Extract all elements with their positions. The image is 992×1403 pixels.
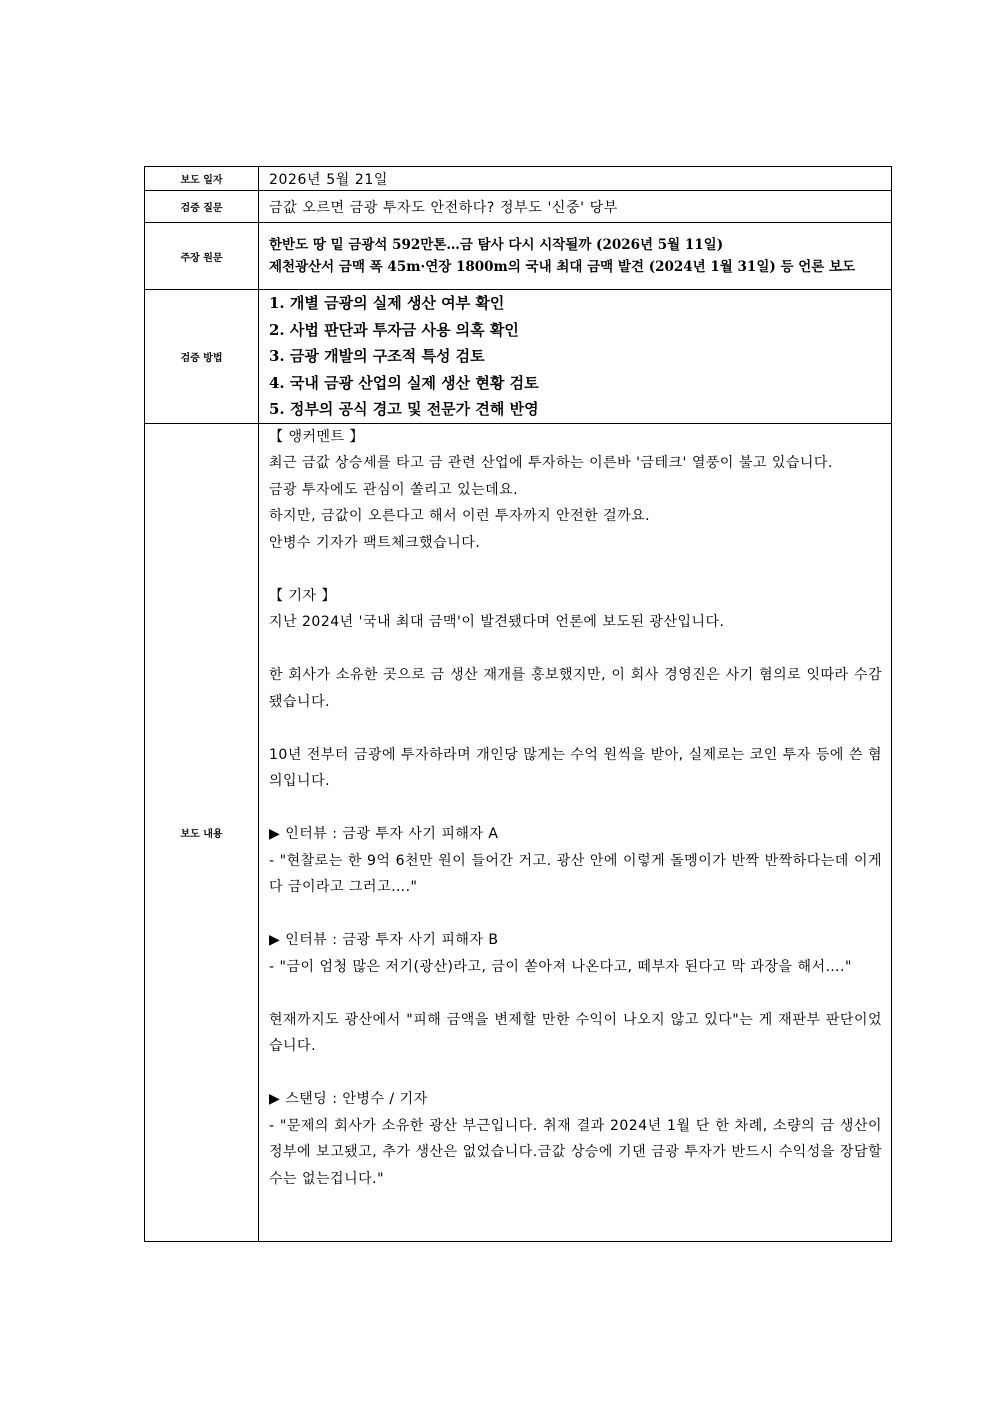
claim-line-2: 제천광산서 금맥 폭 45m·연장 1800m의 국내 최대 금맥 발견 (2024년 1월 31일) 등 언론 보도	[269, 259, 856, 275]
spacer	[269, 901, 882, 928]
body-paragraph: 안병수 기자가 팩트체크했습니다.	[269, 534, 481, 551]
label-report-content: 보도 내용	[145, 423, 259, 1241]
value-verification-method	[259, 290, 892, 424]
interview-heading: ▶ 인터뷰 : 금광 투자 사기 피해자 B	[269, 932, 499, 949]
interview-quote: - "금이 엄청 많은 저기(광산)라고, 금이 쏟아져 나온다고, 떼부자 된다고 막 과장을 해서…."	[269, 958, 852, 975]
row-verification-method	[145, 290, 892, 424]
spacer	[269, 980, 882, 1007]
standing-heading: ▶ 스탠딩 : 안병수 / 기자	[269, 1091, 428, 1108]
label-claim-source: 주장 원문	[145, 223, 259, 290]
interview-heading: ▶ 인터뷰 : 금광 투자 사기 피해자 A	[269, 826, 499, 843]
claim-line-1: 한반도 땅 밑 금광석 592만톤…금 탐사 다시 시작될까 (2026년 5월 11일)	[269, 237, 724, 253]
spacer	[269, 636, 882, 663]
row-verification-question	[145, 191, 892, 223]
body-paragraph: 한 회사가 소유한 곳으로 금 생산 재개를 홍보했지만, 이 회사 경영진은 사기 혐의로 잇따라 수감됐습니다.	[269, 667, 882, 710]
label-report-date: 보도 일자	[145, 167, 259, 191]
fact-check-table	[144, 166, 892, 1242]
spacer	[269, 556, 882, 583]
row-claim-source	[145, 223, 892, 290]
row-report-content	[145, 423, 892, 1241]
body-paragraph: 금광 투자에도 관심이 쏠리고 있는데요.	[269, 481, 519, 498]
method-item: 1. 개별 금광의 실제 생산 여부 확인	[269, 294, 505, 312]
value-report-content	[259, 423, 892, 1241]
method-item: 4. 국내 금광 산업의 실제 생산 현황 검토	[269, 373, 539, 392]
reporter-heading: 【 기자 】	[269, 587, 336, 604]
interview-quote: - "현찰로는 한 9억 6천만 원이 들어간 거고. 광산 안에 이렇게 돌멩이가 반짝 반짝하다는데 이게 다 금이라고 그러고…."	[269, 852, 882, 896]
label-verification-method: 검증 방법	[145, 290, 259, 424]
label-verification-question: 검증 질문	[145, 191, 259, 223]
method-item: 3. 금광 개발의 구조적 특성 검토	[269, 347, 485, 366]
value-report-date: 2026년 5월 21일	[259, 167, 892, 191]
method-item: 5. 정부의 공식 경고 및 전문가 견해 반영	[269, 400, 539, 419]
body-paragraph: 최근 금값 상승세를 타고 금 관련 산업에 투자하는 이른바 '금테크' 열풍이 불고 있습니다.	[269, 455, 833, 472]
value-verification-question: 금값 오르면 금광 투자도 안전하다? 정부도 '신중' 당부	[259, 191, 892, 223]
body-paragraph: 하지만, 금값이 오른다고 해서 이런 투자까지 안전한 걸까요.	[269, 508, 651, 525]
anchor-heading: 【 앵커멘트 】	[269, 428, 364, 445]
value-claim-source	[259, 223, 892, 290]
spacer	[269, 1060, 882, 1087]
body-paragraph: 현재까지도 광산에서 "피해 금액을 변제할 만한 수익이 나오지 않고 있다"는 게 재판부 판단이었습니다.	[269, 1011, 882, 1055]
spacer	[269, 715, 882, 742]
row-report-date	[145, 167, 892, 191]
spacer	[269, 795, 882, 822]
method-item: 2. 사법 판단과 투자금 사용 의혹 확인	[269, 320, 519, 339]
body-paragraph: 지난 2024년 '국내 최대 금맥'이 발견됐다며 언론에 보도된 광산입니다.	[269, 614, 725, 631]
standing-quote: - "문제의 회사가 소유한 광산 부근입니다. 취재 결과 2024년 1월 단 한 차례, 소량의 금 생산이 정부에 보고됐고, 추가 생산은 없었습니다.금값 상승에 기댄 금광 투자가 반드시 수익성을 장담할 수는 없는겁니다."	[269, 1117, 882, 1187]
body-paragraph: 10년 전부터 금광에 투자하라며 개인당 많게는 수억 원씩을 받아, 실제로는 코인 투자 등에 쓴 혐의입니다.	[269, 746, 883, 790]
